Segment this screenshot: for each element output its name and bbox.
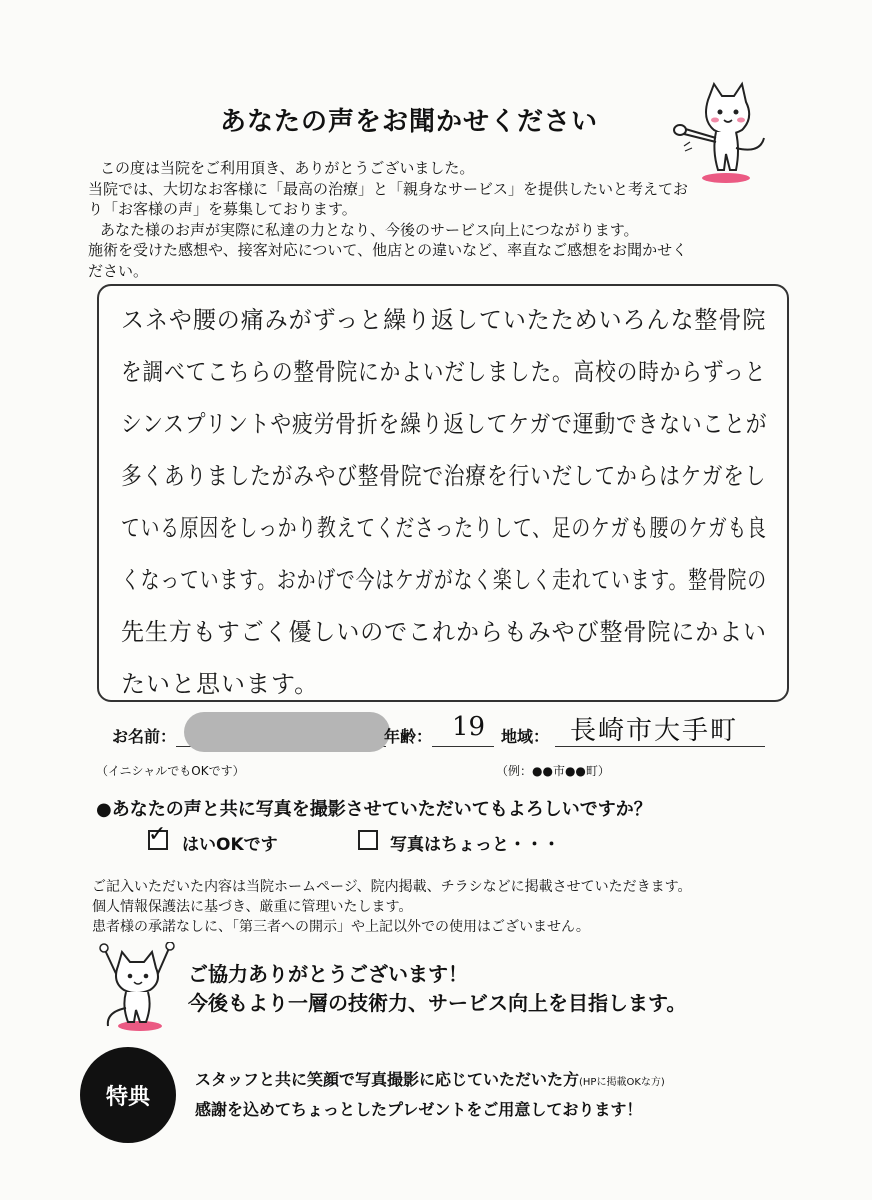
name-note: （イニシャルでもOKです） <box>96 764 245 778</box>
privacy-notice <box>92 877 691 937</box>
photo-question: ●あなたの声と共に写真を撮影させていただいてもよろしいですか？ <box>96 799 652 820</box>
handwritten-line: くなっています。おかげで今はケガがなく楽しく走れています。整骨院の <box>121 566 767 594</box>
photo-yes-label: はいOKです <box>182 835 278 855</box>
page-title: あなたの声をお聞かせください <box>220 107 599 137</box>
benefit-badge: 特典 <box>80 1047 176 1143</box>
handwritten-line: 先生方もすごく優しいのでこれからもみやび整骨院にかよい <box>121 618 767 646</box>
handwritten-line: を調べてこちらの整骨院にかよいだしました。高校の時からずっと <box>121 358 767 386</box>
benefit-note: (HPに掲載OKな方) <box>579 1077 665 1088</box>
intro-line: り「お客様の声」を募集しております。 <box>88 200 357 218</box>
handwritten-line: たいと思います。 <box>121 670 320 698</box>
intro-line: この度は当院をご利用頂き、ありがとうございました。 <box>100 159 475 177</box>
intro-line: 当院では、大切なお客様に「最高の治療」と「親身なサービス」を提供したいと考えてお <box>88 179 689 198</box>
benefit-line: スタッフと共に笑顔で写真撮影に応じていただいた方 <box>195 1070 580 1089</box>
check-mark-icon: ✓ <box>148 822 167 847</box>
comment-box <box>97 284 789 702</box>
thanks-line: 今後もより一層の技術力、サービス向上を目指します。 <box>188 991 687 1015</box>
name-label: お名前： <box>112 727 177 746</box>
age-label: 年齢： <box>384 727 433 746</box>
handwritten-line: ている原因をしっかり教えてくださったりして、足のケガも腰のケガも良 <box>121 514 767 542</box>
age-underline <box>432 746 494 747</box>
handwritten-line: シンスプリントや疲労骨折を繰り返してケガで運動できないことが <box>121 410 768 438</box>
thanks-line: ご協力ありがとうございます！ <box>188 962 468 986</box>
handwritten-line: 多くありましたがみやび整骨院で治療を行いだしてからはケガをし <box>121 462 767 490</box>
intro-line: 施術を受けた感想や、接客対応について、他店との違いなど、率直なご感想をお聞かせく <box>88 241 688 259</box>
notice-line: ご記入いただいた内容は当院ホームページ、院内掲載、チラシなどに掲載させていただきます。 <box>92 879 692 895</box>
cheering-cat-icon <box>96 942 180 1034</box>
benefit-text <box>195 1066 665 1123</box>
region-note: （例：●●市●●町） <box>496 764 610 778</box>
handwritten-line: スネや腰の痛みがずっと繰り返していたためいろんな整骨院 <box>121 306 767 334</box>
photo-no-label: 写真はちょっと・・・ <box>390 835 560 855</box>
name-redaction <box>184 712 390 752</box>
region-value: 長崎市大手町 <box>570 716 739 746</box>
photo-no-checkbox[interactable] <box>358 830 378 850</box>
notice-line: 患者様の承諾なしに、「第三者への開示」や上記以外での使用はございません。 <box>92 919 590 935</box>
benefit-line: 感謝を込めてちょっとしたプレゼントをご用意しております！ <box>195 1100 643 1119</box>
region-label: 地域： <box>501 727 550 746</box>
intro-line: あなた様のお声が実際に私達の力となり、今後のサービス向上につながります。 <box>100 220 639 239</box>
notice-line: 個人情報保護法に基づき、厳重に管理いたします。 <box>92 899 413 915</box>
thanks-message <box>188 960 686 1018</box>
intro-text <box>88 158 808 281</box>
age-value: 19 <box>452 712 486 742</box>
intro-line: ださい。 <box>88 261 149 280</box>
